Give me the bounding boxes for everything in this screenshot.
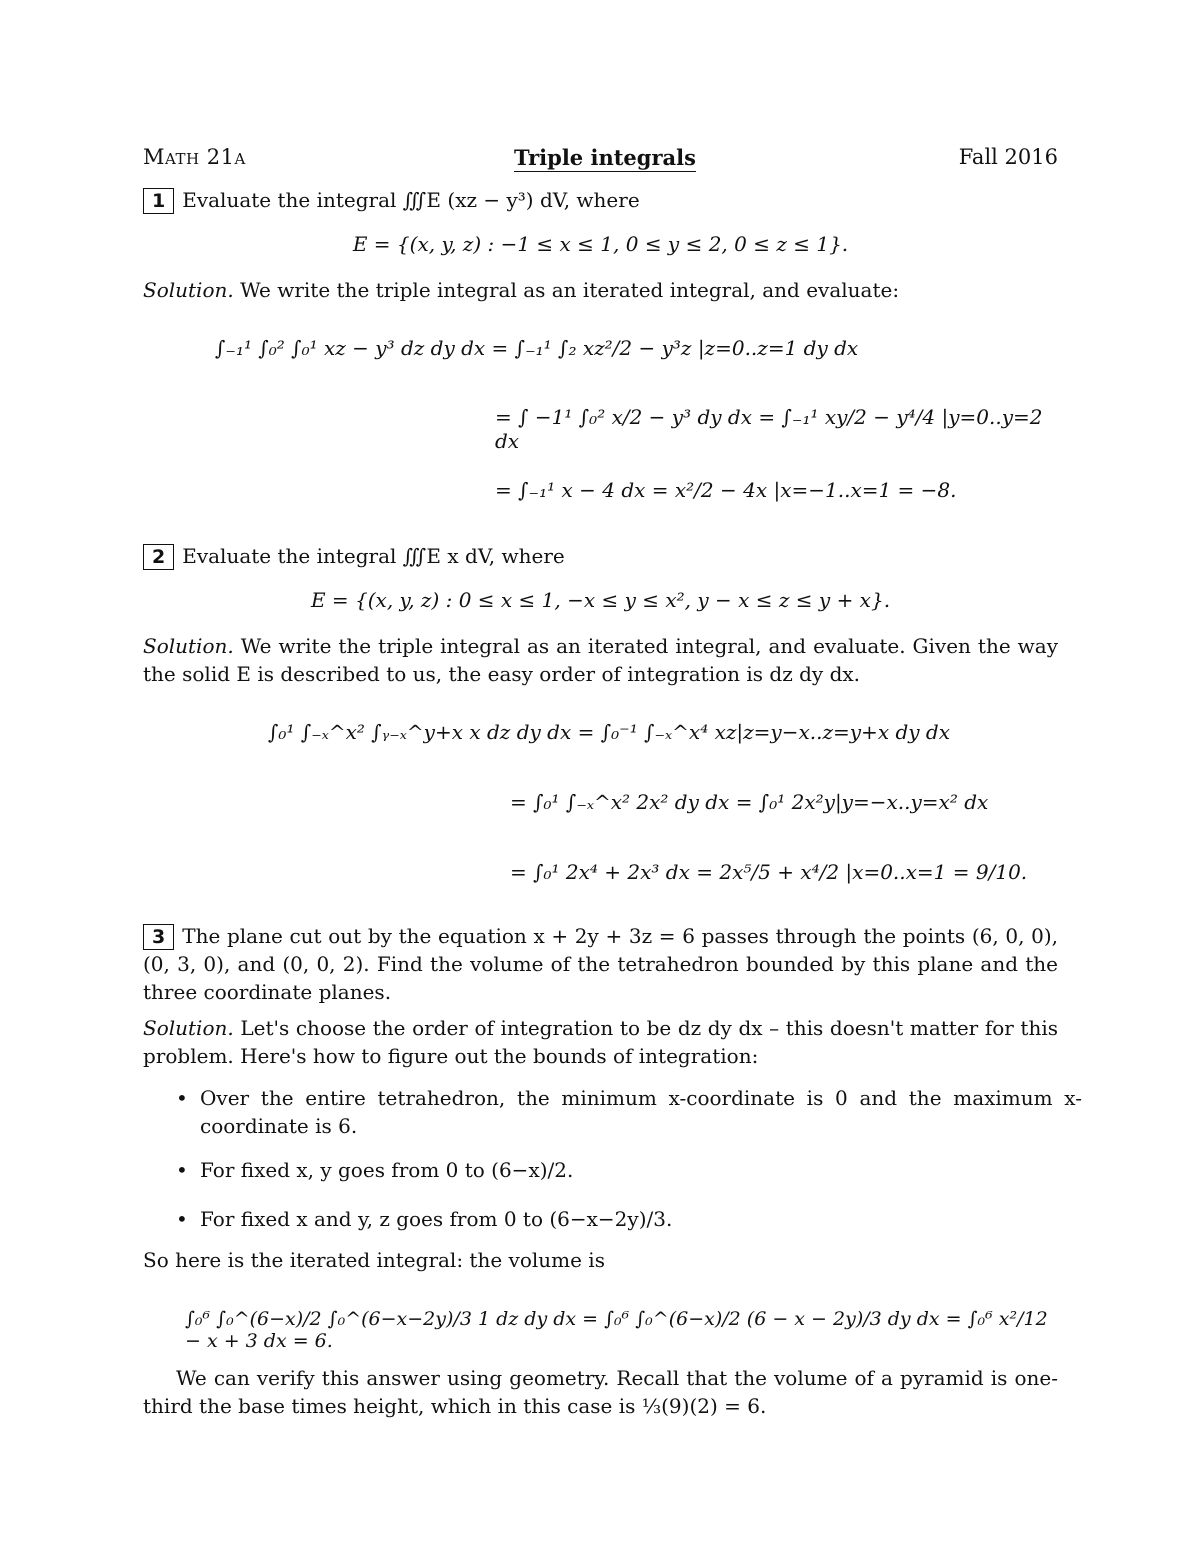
problem-3-iterated-intro: So here is the iterated integral: the volume is — [143, 1248, 605, 1272]
problem-statement-text: Evaluate the integral ∭E x dV, where — [182, 544, 565, 568]
problem-2-solution-intro — [143, 632, 1058, 688]
solution-text: We write the triple integral as an iterated integral, and evaluate: — [240, 278, 900, 302]
problem-2-equation-line: = ∫₀¹ ∫₋ₓ^x² 2x² dy dx = ∫₀¹ 2x²y|y=−x..y=x² dx — [510, 790, 989, 814]
problem-1-equation-line: = ∫ −1¹ ∫₀² x/2 − y³ dy dx = ∫₋₁¹ xy/2 − y⁴/4 |y=0..y=2 dx — [495, 405, 1043, 453]
problem-1-region: E = {(x, y, z) : −1 ≤ x ≤ 1, 0 ≤ y ≤ 2, 0 ≤ z ≤ 1}. — [352, 232, 849, 256]
problem-1-statement — [143, 186, 1058, 214]
problem-3-statement — [143, 922, 1058, 1006]
bullet-item: • Over the entire tetrahedron, the minimum x-coordinate is 0 and the maximum x-coordinate is 6. — [176, 1084, 1082, 1140]
problem-1-equation-line: ∫₋₁¹ ∫₀² ∫₀¹ xz − y³ dz dy dx = ∫₋₁¹ ∫₂ xz²/2 − y³z |z=0..z=1 dy dx — [215, 336, 859, 360]
problem-2-statement — [143, 542, 1058, 570]
solution-label: Solution. — [143, 634, 234, 658]
course-name: Math 21a — [143, 145, 246, 169]
solution-label: Solution. — [143, 278, 234, 302]
problem-number-badge: 3 — [143, 924, 174, 950]
problem-2-equation-line: ∫₀¹ ∫₋ₓ^x² ∫ᵧ₋ₓ^y+x x dz dy dx = ∫₀⁻¹ ∫₋ₓ^x⁴ xz|z=y−x..z=y+x dy dx — [268, 720, 950, 744]
bullet-item: • For fixed x, y goes from 0 to (6−x)/2. — [176, 1156, 1082, 1184]
problem-2-equation-line: = ∫₀¹ 2x⁴ + 2x³ dx = 2x⁵/5 + x⁴/2 |x=0..x=1 = 9/10. — [510, 860, 1028, 884]
term-label: Fall 2016 — [958, 145, 1058, 169]
problem-1-equation-line: = ∫₋₁¹ x − 4 dx = x²/2 − 4x |x=−1..x=1 = −8. — [495, 478, 957, 502]
solution-label: Solution. — [143, 1016, 234, 1040]
problem-statement-text: The plane cut out by the equation x + 2y + 3z = 6 passes through the points (6, 0, 0), (0, 3, 0), and (0, 0, 2). Find the volume of the tetrahedron bounded by this plane and the three coordinate planes. — [143, 924, 1058, 1004]
problem-2-region: E = {(x, y, z) : 0 ≤ x ≤ 1, −x ≤ y ≤ x², y − x ≤ z ≤ y + x}. — [310, 588, 891, 612]
problem-3-closing: We can verify this answer using geometry. Recall that the volume of a pyramid is one-third the base times height, which in this case is ⅓(9)(2) = 6. — [143, 1366, 1058, 1418]
page-title: Triple integrals — [514, 145, 696, 170]
problem-3-solution-intro — [143, 1014, 1058, 1070]
problem-3-equation: ∫₀⁶ ∫₀^(6−x)/2 ∫₀^(6−x−2y)/3 1 dz dy dx = ∫₀⁶ ∫₀^(6−x)/2 (6 − x − 2y)/3 dy dx = ∫₀⁶ x²/12 − x + 3 dx = 6. — [185, 1308, 1048, 1352]
solution-text: We write the triple integral as an iterated integral, and evaluate. Given the way the solid E is described to us, the easy order of integration is dz dy dx. — [143, 634, 1058, 686]
problem-1-solution-intro — [143, 276, 1058, 304]
problem-statement-text: Evaluate the integral ∭E (xz − y³) dV, where — [182, 188, 640, 212]
bullet-item: • For fixed x and y, z goes from 0 to (6−x−2y)/3. — [176, 1205, 1082, 1233]
solution-text: Let's choose the order of integration to be dz dy dx – this doesn't matter for this problem. Here's how to figure out the bounds of integration: — [143, 1016, 1059, 1068]
problem-number-badge: 1 — [143, 188, 174, 214]
problem-number-badge: 2 — [143, 544, 174, 570]
